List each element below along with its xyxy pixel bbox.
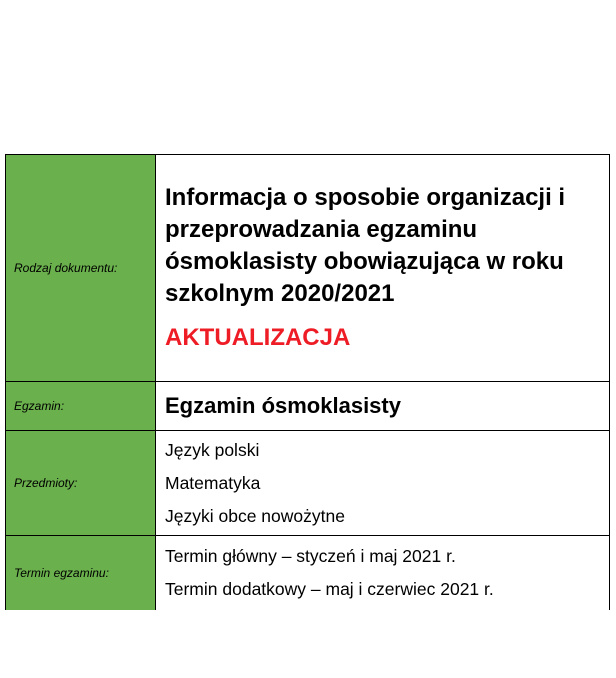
document-title: Informacja o sposobie organizacji i przeprowadzania egzaminu ósmoklasisty obowiązująca w roku szkolnym 2020/2021 xyxy=(165,184,566,307)
term-item: Termin dodatkowy – maj i czerwiec 2021 r. xyxy=(165,579,494,599)
subject-item: Matematyka xyxy=(165,472,261,493)
subject-item: Języki obce nowożytne xyxy=(165,505,345,526)
row-exam xyxy=(6,382,610,431)
row-document-type xyxy=(6,155,610,382)
subject-item: Język polski xyxy=(165,439,260,460)
exam-term-label: Termin egzaminu: xyxy=(6,536,156,611)
subjects-label: Przedmioty: xyxy=(6,431,156,536)
exam-term-list xyxy=(156,536,610,611)
update-notice: AKTUALIZACJA xyxy=(165,324,351,351)
document-type-value xyxy=(156,155,610,382)
exam-label: Egzamin: xyxy=(6,382,156,431)
row-subjects xyxy=(6,431,610,536)
document-info-table xyxy=(5,154,610,610)
row-exam-term xyxy=(6,536,610,611)
exam-value xyxy=(156,382,610,431)
document-type-label: Rodzaj dokumentu: xyxy=(6,155,156,382)
term-item: Termin główny – styczeń i maj 2021 r. xyxy=(165,546,456,566)
subjects-list xyxy=(156,431,610,536)
exam-name: Egzamin ósmoklasisty xyxy=(165,393,401,418)
